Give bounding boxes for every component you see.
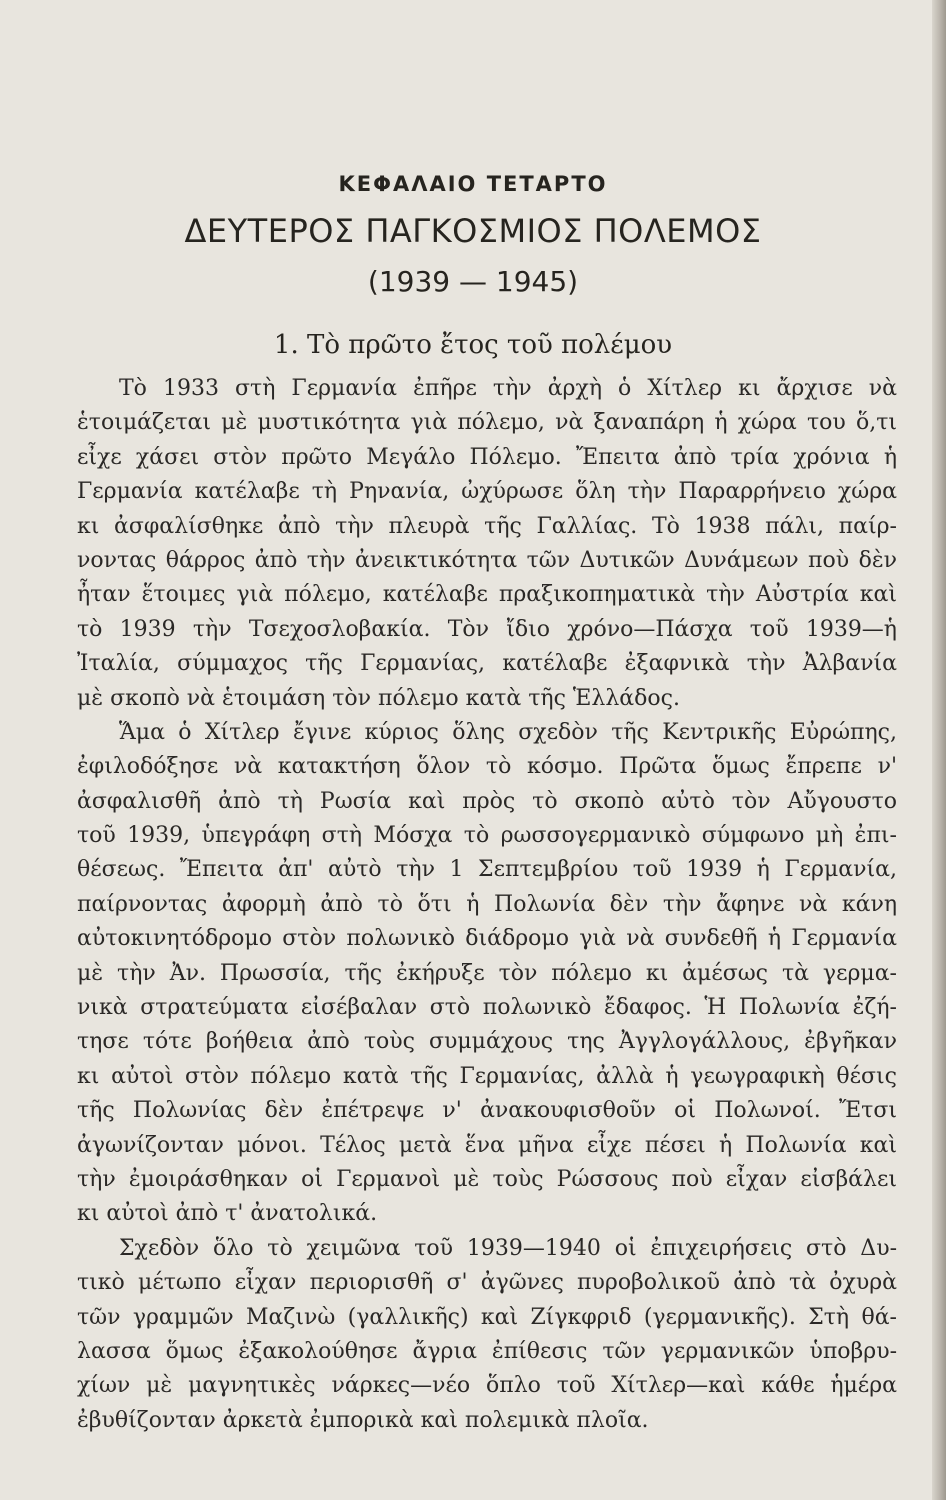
text-line: θέσεως. Ἔπειτα ἀπ' αὐτὸ τὴν 1 Σεπτεμβρίου τοῦ 1939 ἡ Γερμανία,: [77, 857, 897, 883]
body-text: [77, 372, 897, 1438]
text-line: νοντας θάρρος ἀπὸ τὴν ἀνεικτικότητα τῶν Δυτικῶν Δυνάμεων ποὺ δὲν: [77, 547, 897, 573]
text-line: τοῦ 1939, ὑπεγράφη στὴ Μόσχα τὸ ρωσσογερμανικὸ σύμφωνο μὴ ἐπι-: [77, 823, 897, 849]
text-line: μὲ σκοπὸ νὰ ἑτοιμάση τὸν πόλεμο κατὰ τῆς Ἑλλάδος.: [77, 685, 680, 711]
text-line: τὴν ἐμοιράσθηκαν οἱ Γερμανοὶ μὲ τοὺς Ρώσσους ποὺ εἶχαν εἰσβάλει: [77, 1166, 897, 1192]
text-line: Τὸ 1933 στὴ Γερμανία ἐπῆρε τὴν ἀρχὴ ὁ Χίτλερ κι ἄρχισε νὰ: [119, 376, 897, 401]
text-line: Γερμανία κατέλαβε τὴ Ρηνανία, ὠχύρωσε ὅλη τὴν Παραρρήνειο χώρα: [77, 479, 897, 505]
text-line: τῶν γραμμῶν Μαζινὼ (γαλλικῆς) καὶ Ζίγκφριδ (γερμανικῆς). Στὴ θά-: [77, 1304, 897, 1330]
text-line: εἶχε χάσει στὸν πρῶτο Μεγάλο Πόλεμο. Ἔπειτα ἀπὸ τρία χρόνια ἡ: [77, 444, 897, 470]
text-line: ἀγωνίζονταν μόνοι. Τέλος μετὰ ἕνα μῆνα εἶχε πέσει ἡ Πολωνία καὶ: [77, 1132, 897, 1158]
text-line: τικὸ μέτωπο εἶχαν περιορισθῆ σ' ἀγῶνες πυροβολικοῦ ἀπὸ τὰ ὀχυρὰ: [77, 1270, 897, 1296]
text-line: χίων μὲ μαγνητικὲς νάρκες—νέο ὅπλο τοῦ Χίτλερ—καὶ κάθε ἡμέρα: [77, 1373, 897, 1399]
text-line: ἑτοιμάζεται μὲ μυστικότητα γιὰ πόλεμο, νὰ ξαναπάρη ἡ χώρα του ὅ,τι: [77, 410, 897, 436]
text-line: τησε τότε βοήθεια ἀπὸ τοὺς συμμάχους της Ἀγγλογάλλους, ἐβγῆκαν: [77, 1029, 897, 1055]
chapter-label: ΚΕΦΑΛΑΙΟ ΤΕΤΑΡΤΟ: [338, 172, 608, 196]
text-line: μὲ τὴν Ἀν. Πρωσσία, τῆς ἐκήρυξε τὸν πόλεμο κι ἀμέσως τὰ γερμα-: [77, 960, 897, 986]
text-line: κι αὐτοὶ στὸν πόλεμο κατὰ τῆς Γερμανίας, ἀλλὰ ἡ γεωγραφικὴ θέσις: [77, 1063, 897, 1089]
text-line: κι αὐτοὶ ἀπὸ τ' ἀνατολικά.: [77, 1201, 378, 1227]
chapter-title: ΔΕΥΤΕΡΟΣ ΠΑΓΚΟΣΜΙΟΣ ΠΟΛΕΜΟΣ: [184, 212, 762, 250]
text-line: Ἅμα ὁ Χίτλερ ἔγινε κύριος ὅλης σχεδὸν τῆς Κεντρικῆς Εὐρώπης,: [119, 719, 897, 745]
text-line: τῆς Πολωνίας δὲν ἐπέτρεψε ν' ἀνακουφισθοῦν οἱ Πολωνοί. Ἔτσι: [77, 1098, 897, 1124]
chapter-years: (1939 — 1945): [367, 265, 579, 298]
text-line: νικὰ στρατεύματα εἰσέβαλαν στὸ πολωνικὸ ἔδαφος. Ἡ Πολωνία ἐζή-: [77, 995, 897, 1021]
text-line: ἐβυθίζονταν ἀρκετὰ ἐμπορικὰ καὶ πολεμικὰ πλοῖα.: [77, 1407, 649, 1433]
text-line: αὐτοκινητόδρομο στὸν πολωνικὸ διάδρομο γιὰ νὰ συνδεθῆ ἡ Γερμανία: [77, 926, 897, 952]
text-line: ἀσφαλισθῆ ἀπὸ τὴ Ρωσία καὶ πρὸς τὸ σκοπὸ αὐτὸ τὸν Αὔγουστο: [77, 788, 897, 814]
text-line: τὸ 1939 τὴν Τσεχοσλοβακία. Τὸν ἴδιο χρόνο—Πάσχα τοῦ 1939—ἡ: [77, 616, 897, 642]
text-line: λασσα ὅμως ἐξακολούθησε ἄγρια ἐπίθεσις τῶν γερμανικῶν ὑποβρυ-: [77, 1338, 897, 1364]
text-line: ἦταν ἕτοιμες γιὰ πόλεμο, κατέλαβε πραξικοπηματικὰ τὴν Αὐστρία καὶ: [77, 582, 897, 608]
section-heading: 1. Τὸ πρῶτο ἔτος τοῦ πολέμου: [273, 330, 673, 360]
text-line: Σχεδὸν ὅλο τὸ χειμῶνα τοῦ 1939—1940 οἱ ἐπιχειρήσεις στὸ Δυ-: [119, 1235, 897, 1261]
text-line: κι ἀσφαλίσθηκε ἀπὸ τὴν πλευρὰ τῆς Γαλλίας. Τὸ 1938 πάλι, παίρ-: [77, 513, 897, 539]
text-line: ἐφιλοδόξησε νὰ κατακτήση ὅλον τὸ κόσμο. Πρῶτα ὅμως ἔπρεπε ν': [77, 754, 897, 780]
text-line: Ἰταλία, σύμμαχος τῆς Γερμανίας, κατέλαβε ἐξαφνικὰ τὴν Ἀλβανία: [77, 651, 897, 677]
text-line: παίρνοντας ἀφορμὴ ἀπὸ τὸ ὅτι ἡ Πολωνία δὲν τὴν ἄφηνε νὰ κάνη: [77, 891, 897, 917]
